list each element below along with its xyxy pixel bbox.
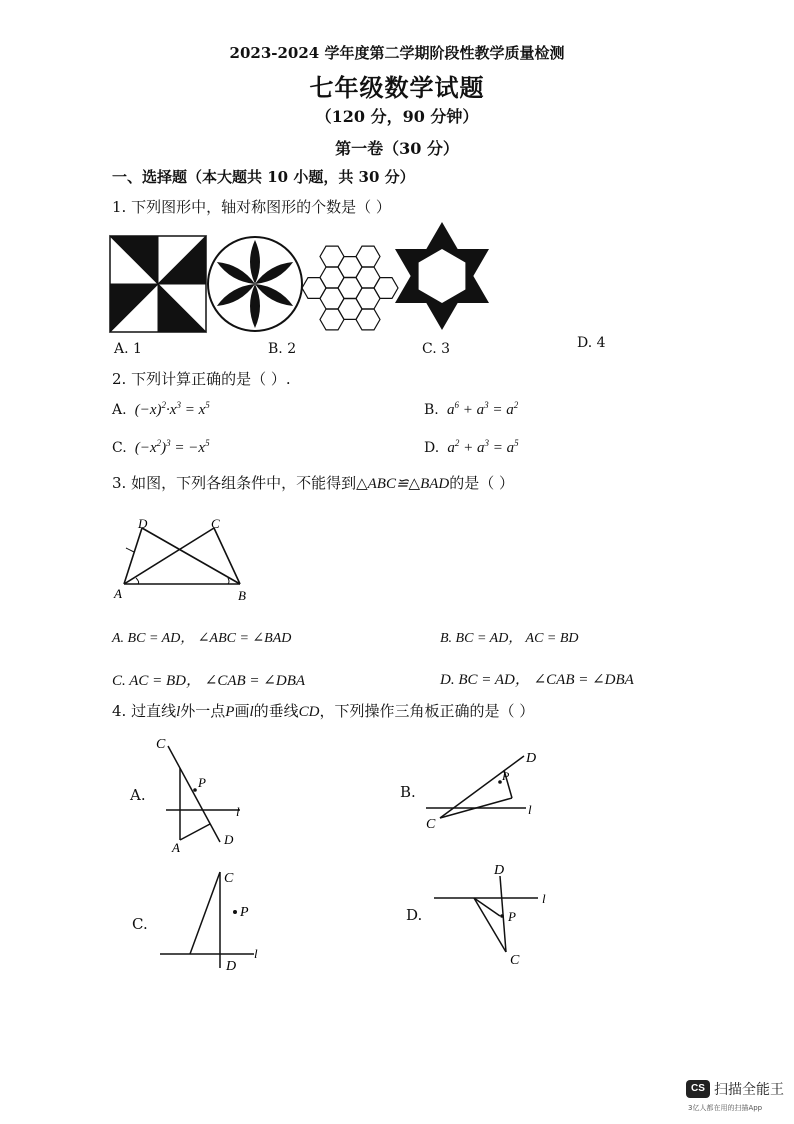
q3-figure <box>110 512 260 604</box>
pinwheel-figure <box>110 236 206 332</box>
svg-text:D: D <box>526 751 537 766</box>
q3-option-b[interactable]: B. BC = AD， AC = BD <box>440 631 579 646</box>
exam-title: 七年级数学试题 <box>309 73 485 102</box>
q4-figure-b <box>420 742 550 834</box>
svg-text:P: P <box>508 909 516 924</box>
q3-stem: 3. 如图，下列各组条件中，不能得到△ABC≌△BAD的是（ ） <box>112 474 515 492</box>
q4-figure-a <box>150 734 260 858</box>
q4-option-b[interactable]: B. <box>400 783 416 801</box>
q4-stem: 4. 过直线l外一点P画l的垂线CD，下列操作三角板正确的是（ ） <box>112 702 535 720</box>
q2-option-c[interactable]: C. $(-x^2)^3 = -x^5$ <box>112 438 210 456</box>
scanner-logo-icon: CS <box>686 1080 710 1098</box>
q1-figures <box>108 222 498 334</box>
svg-text:l: l <box>236 804 240 819</box>
svg-text:D: D <box>494 863 505 878</box>
q1-option-b[interactable]: B. 2 <box>268 341 297 357</box>
q3-option-a[interactable]: A. BC = AD， ∠ABC = ∠BAD <box>112 631 292 646</box>
svg-text:C: C <box>224 871 234 886</box>
section-heading: 一、选择题（本大题共 10 小题，共 30 分） <box>112 168 415 186</box>
label-a: A <box>114 586 122 601</box>
q2-option-d-math: $a^2 + a^3 = a^5$ <box>443 438 519 456</box>
q1-option-d[interactable]: D. 4 <box>577 335 606 351</box>
label-d: D <box>138 516 148 531</box>
svg-text:P: P <box>198 775 206 790</box>
q1-option-c[interactable]: C. 3 <box>422 341 451 357</box>
q4-option-d[interactable]: D. <box>406 906 423 924</box>
q2-option-b-math: $a^6 + a^3 = a^2$ <box>443 400 519 418</box>
svg-text:l: l <box>254 946 258 961</box>
q4-option-c[interactable]: C. <box>132 915 148 933</box>
q4-figure-d <box>426 856 556 968</box>
q3-option-c[interactable]: C. AC = BD， ∠CAB = ∠DBA <box>112 673 306 689</box>
q2-option-a-math: $(-x)^2\cdot x^3 = x^5$ <box>131 400 210 418</box>
q2-option-d[interactable]: D. $a^2 + a^3 = a^5$ <box>424 438 519 456</box>
q4-option-a[interactable]: A. <box>130 786 146 804</box>
q2-option-a[interactable]: A. $(-x)^2\cdot x^3 = x^5$ <box>112 400 210 418</box>
q3-option-d[interactable]: D. BC = AD， ∠CAB = ∠DBA <box>440 672 634 688</box>
exam-header: 2023-2024 学年度第二学期阶段性教学质量检测 <box>229 44 565 62</box>
svg-text:A: A <box>172 840 180 855</box>
q1-option-a[interactable]: A. 1 <box>114 341 142 357</box>
q2-stem: 2. 下列计算正确的是（ ）. <box>112 370 291 388</box>
q4-figure-c <box>152 862 272 974</box>
svg-text:C: C <box>510 953 520 968</box>
label-c: C <box>211 516 220 531</box>
scanner-logo-subtitle: 3亿人都在用的扫描App <box>688 1104 763 1112</box>
q2-option-c-math: $(-x^2)^3 = -x^5$ <box>131 438 210 456</box>
part-title: 第一卷（30 分） <box>335 139 459 158</box>
q1-stem: 1. 下列图形中，轴对称图形的个数是（ ） <box>112 198 391 216</box>
svg-text:P: P <box>240 905 249 920</box>
scanner-logo-text: 扫描全能王 <box>714 1082 784 1098</box>
svg-text:C: C <box>156 737 166 752</box>
svg-text:D: D <box>226 959 237 974</box>
hexagon-flower-figure <box>302 246 398 330</box>
svg-text:P: P <box>502 769 510 783</box>
svg-text:C: C <box>426 817 436 832</box>
score-time: （120 分，90 分钟） <box>315 107 479 126</box>
svg-text:l: l <box>528 802 532 817</box>
circle-petal-figure <box>208 237 302 331</box>
label-b: B <box>238 588 246 603</box>
svg-text:l: l <box>542 891 546 906</box>
svg-text:D: D <box>224 832 234 847</box>
star-figure <box>395 222 489 330</box>
q2-option-b[interactable]: B. $a^6 + a^3 = a^2$ <box>424 400 519 418</box>
